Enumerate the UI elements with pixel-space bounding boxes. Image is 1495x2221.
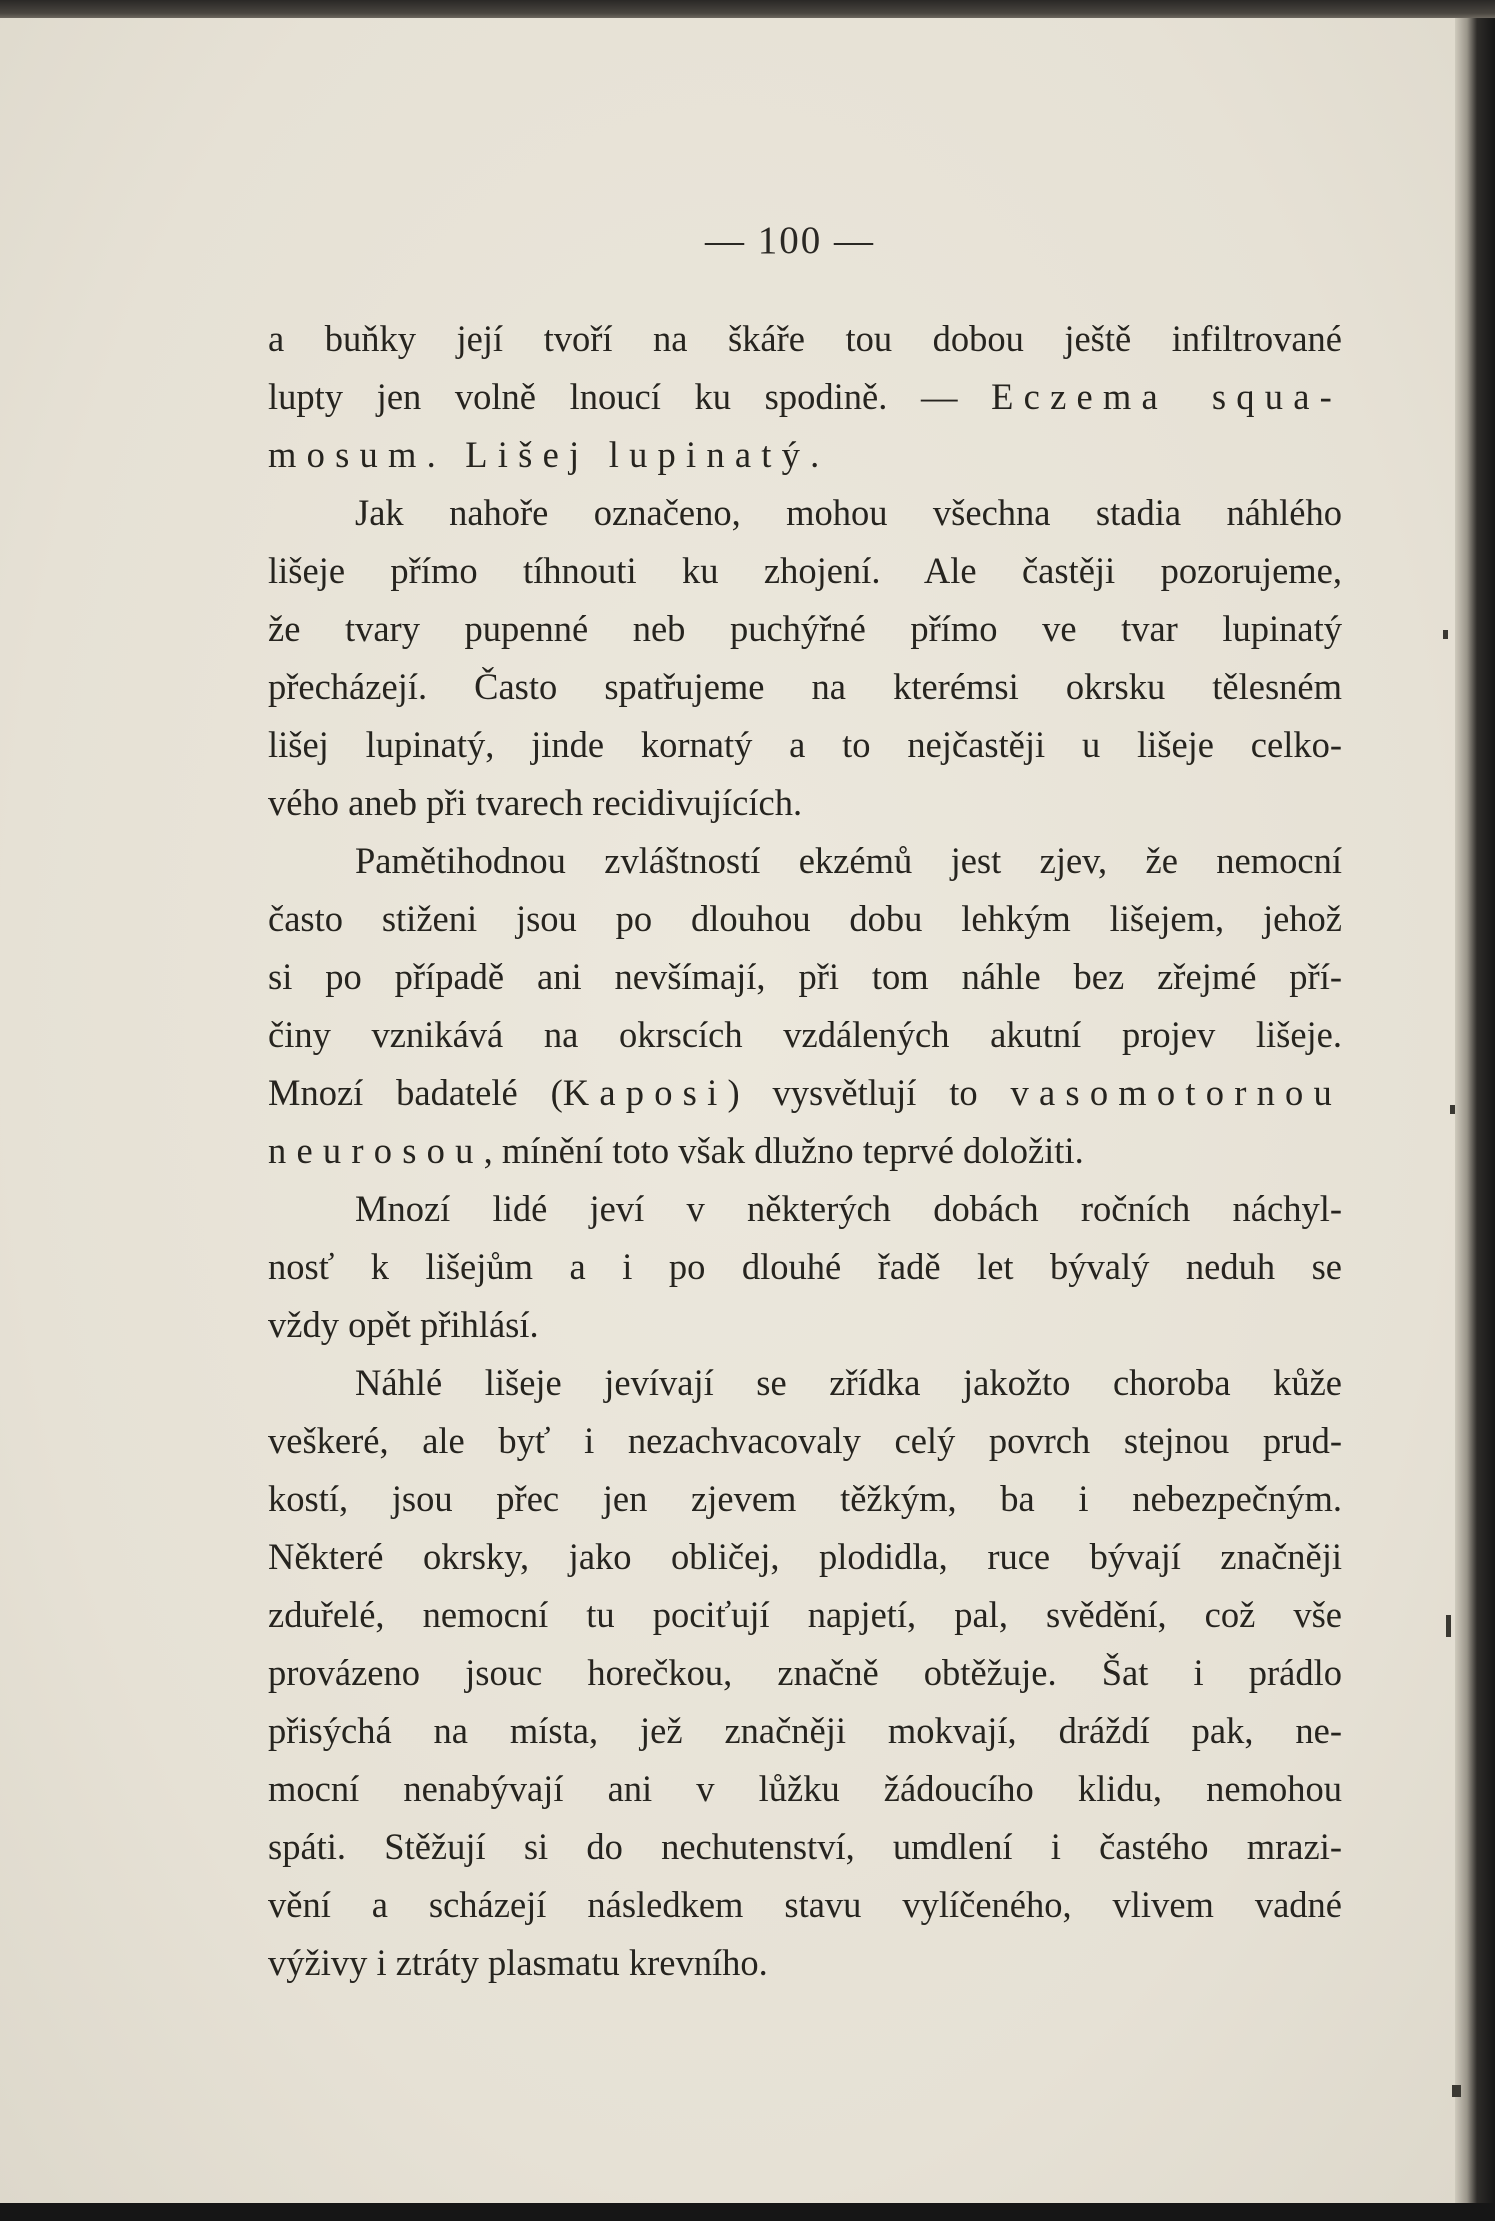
text-run: výživy i ztráty plasmatu krevního. — [268, 1942, 768, 1983]
text-line — [268, 1818, 1342, 1876]
text-line — [268, 1006, 1342, 1064]
text-run: , mínění toto však dlužno teprvé doložiti. — [483, 1130, 1084, 1171]
text-run: Pamětihodnou zvláštností ekzémů jest zjev, že nemocní — [355, 840, 1342, 881]
text-line — [268, 484, 1342, 542]
scan-speck — [1450, 1105, 1455, 1114]
text-line — [268, 600, 1342, 658]
scan-speck — [1452, 2085, 1461, 2097]
spaced-emphasis-text: Eczema squa- — [991, 376, 1342, 417]
text-run: nosť k lišejům a i po dlouhé řadě let bývalý neduh se — [268, 1246, 1342, 1287]
body-text — [268, 310, 1342, 1992]
text-line — [268, 1412, 1342, 1470]
text-line — [268, 716, 1342, 774]
text-run: spáti. Stěžují si do nechutenství, umdlení i častého mrazi- — [268, 1826, 1342, 1867]
text-run: vého aneb při tvarech recidivujících. — [268, 782, 803, 823]
text-line — [268, 310, 1342, 368]
text-run: veškeré, ale byť i nezachvacovaly celý povrch stejnou prud- — [268, 1420, 1342, 1461]
text-line — [268, 1470, 1342, 1528]
text-run: ) vysvětlují to — [727, 1072, 1011, 1113]
spaced-emphasis-text: Kaposi — [562, 1072, 728, 1113]
scan-speck — [1443, 630, 1448, 639]
scan-bottom-edge — [0, 2203, 1495, 2221]
page-number: — 100 — — [705, 219, 875, 262]
text-run: provázeno jsouc horečkou, značně obtěžuje. Šat i prádlo — [268, 1652, 1342, 1693]
text-line — [268, 426, 1342, 484]
text-line — [268, 1122, 1342, 1180]
text-run: Jak nahoře označeno, mohou všechna stadia náhlého — [355, 492, 1342, 533]
text-run: přisýchá na místa, jež značněji mokvají, dráždí pak, ne- — [268, 1710, 1342, 1751]
text-line — [268, 1354, 1342, 1412]
text-run: často stiženi jsou po dlouhou dobu lehkým lišejem, jehož — [268, 898, 1342, 939]
text-line — [268, 1644, 1342, 1702]
text-run: lišeje přímo tíhnouti ku zhojení. Ale častěji pozorujeme, — [268, 550, 1342, 591]
text-run: zduřelé, nemocní tu pociťují napjetí, pal, svědění, což vše — [268, 1594, 1342, 1635]
text-run: lupty jen volně lnoucí ku spodině. — — [268, 376, 992, 417]
text-line — [268, 1760, 1342, 1818]
text-line — [268, 1702, 1342, 1760]
text-line — [268, 1296, 1342, 1354]
text-line — [268, 1876, 1342, 1934]
text-run: vždy opět přihlásí. — [268, 1304, 539, 1345]
text-line — [268, 1180, 1342, 1238]
spaced-emphasis-text: mosum. Lišej lupinatý. — [268, 434, 830, 475]
text-run: Mnozí badatelé ( — [268, 1072, 563, 1113]
text-run: Některé okrsky, jako obličej, plodidla, ruce bývají značněji — [268, 1536, 1342, 1577]
text-line — [268, 890, 1342, 948]
text-run: Náhlé lišeje jevívají se zřídka jakožto choroba kůže — [355, 1362, 1342, 1403]
spaced-emphasis-text: vasomotornou — [1010, 1072, 1342, 1113]
spaced-emphasis-text: neurosou — [268, 1130, 484, 1171]
text-run: mocní nenabývají ani v lůžku žádoucího klidu, nemohou — [268, 1768, 1342, 1809]
text-line — [268, 658, 1342, 716]
text-line — [268, 1064, 1342, 1122]
text-run: kostí, jsou přec jen zjevem těžkým, ba i nebezpečným. — [268, 1478, 1342, 1519]
scan-right-edge — [1455, 18, 1495, 2221]
text-run: a buňky její tvoří na škáře tou dobou ještě infiltrované — [268, 318, 1342, 359]
scan-speck — [1446, 1615, 1451, 1637]
text-run: činy vznikává na okrscích vzdálených akutní projev lišeje. — [268, 1014, 1342, 1055]
text-line — [268, 774, 1342, 832]
text-run: že tvary pupenné neb puchýřné přímo ve tvar lupinatý — [268, 608, 1342, 649]
text-run: vění a scházejí následkem stavu vylíčeného, vlivem vadné — [268, 1884, 1342, 1925]
text-line — [268, 542, 1342, 600]
text-run: přecházejí. Často spatřujeme na kterémsi okrsku tělesném — [268, 666, 1342, 707]
text-line — [268, 368, 1342, 426]
text-line — [268, 1238, 1342, 1296]
text-line — [268, 1586, 1342, 1644]
text-line — [268, 948, 1342, 1006]
text-line — [268, 832, 1342, 890]
text-run: Mnozí lidé jeví v některých dobách ročních náchyl- — [355, 1188, 1342, 1229]
text-run: lišej lupinatý, jinde kornatý a to nejčastěji u lišeje celko- — [268, 724, 1342, 765]
text-line — [268, 1934, 1342, 1992]
text-line — [268, 1528, 1342, 1586]
text-run: si po případě ani nevšímají, při tom náhle bez zřejmé pří- — [268, 956, 1342, 997]
